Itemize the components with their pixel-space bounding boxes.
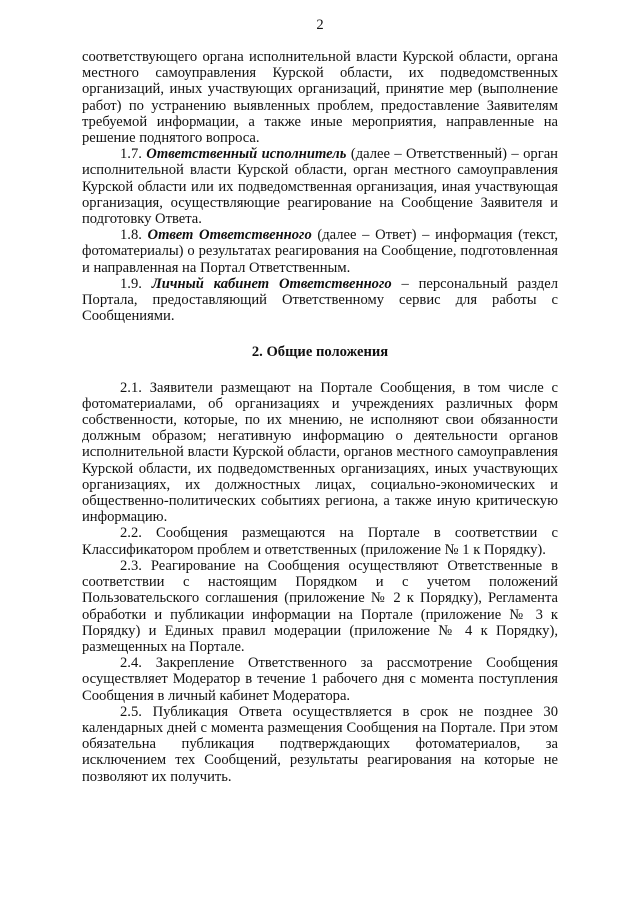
page-number: 2 — [316, 17, 324, 33]
clause-number: 1.9. — [120, 275, 142, 292]
defined-term: Личный кабинет Ответственного — [151, 275, 392, 292]
paragraph-1-9 — [82, 276, 558, 325]
defined-term: Ответ Ответственного — [147, 227, 312, 244]
paragraph-1-7 — [82, 146, 558, 227]
definition-text: – персональный раздел Портала, предоставляющий Ответственному сервис для работы с Сообщениями. — [82, 275, 558, 325]
paragraph-continuation: соответствующего органа исполнительной власти Курской области, органа местного самоуправления Курской области, их подведомственных организаций, иных участвующих организаций, принятие мер (выполнение работ) по устранению выявленных проблем, предоставление Заявителям требуемой информации, а также иные мероприятия, направленные на решение поднятого вопроса. — [82, 49, 558, 147]
section-title: 2. Общие положения — [251, 344, 389, 361]
paragraph-2-3: 2.3. Реагирование на Сообщения осуществляют Ответственные в соответствии с настоящим Порядком и с учетом положений Пользовательского соглашения (приложение № 2 к Порядку), Регламента обработки и публикации информации на Портале (приложение № 3 к Порядку) и Единых правил модерации (приложение № 4 к Порядку), размещенных на Портале. — [82, 557, 558, 655]
paragraph-2-4: 2.4. Закрепление Ответственного за рассмотрение Сообщения осуществляет Модератор в течение 1 рабочего дня с момента поступления Сообщения в личный кабинет Модератора. — [82, 655, 558, 704]
paragraph-2-5: 2.5. Публикация Ответа осуществляется в срок не позднее 30 календарных дней с момента размещения Сообщения на Портале. При этом обязательна публикация подтверждающих фотоматериалов, за исключением тех Сообщений, результаты реагирования на которые не позволяют их получить. — [82, 703, 558, 785]
document-body — [82, 49, 558, 785]
clause-number: 1.8. — [120, 227, 142, 244]
paragraph-1-8 — [82, 227, 558, 276]
paragraph-2-1: 2.1. Заявители размещают на Портале Сообщения, в том числе с фотоматериалами, об организациях и учреждениях различных форм собственности, которые, по их мнению, не исполняют свои обязанности должным образом; негативную информацию о деятельности органов исполнительной власти Курской области, органов местного самоуправления Курской области, их подведомственных организациях, иных участвующих организациях, их должностных лицах, социально-экономических и общественно-политических событиях региона, а также иную критическую информацию. — [82, 379, 558, 526]
paragraph-2-2: 2.2. Сообщения размещаются на Портале в соответствии с Классификатором проблем и ответственных (приложение № 1 к Порядку). — [82, 525, 558, 558]
definition-text: (далее – Ответственный) – орган исполнительной власти Курской области, орган местного самоуправления Курской области или их подведомственная организация, иная участвующая организация, осуществляющие реагирование на Сообщение Заявителя и подготовку Ответа. — [82, 146, 558, 228]
definition-text: (далее – Ответ) – информация (текст, фотоматериалы) о результатах реагирования на Сообщение, подготовленная и направленная на Портал Ответственным. — [82, 227, 558, 276]
defined-term: Ответственный исполнитель — [146, 146, 347, 163]
clause-number: 1.7. — [120, 146, 142, 163]
